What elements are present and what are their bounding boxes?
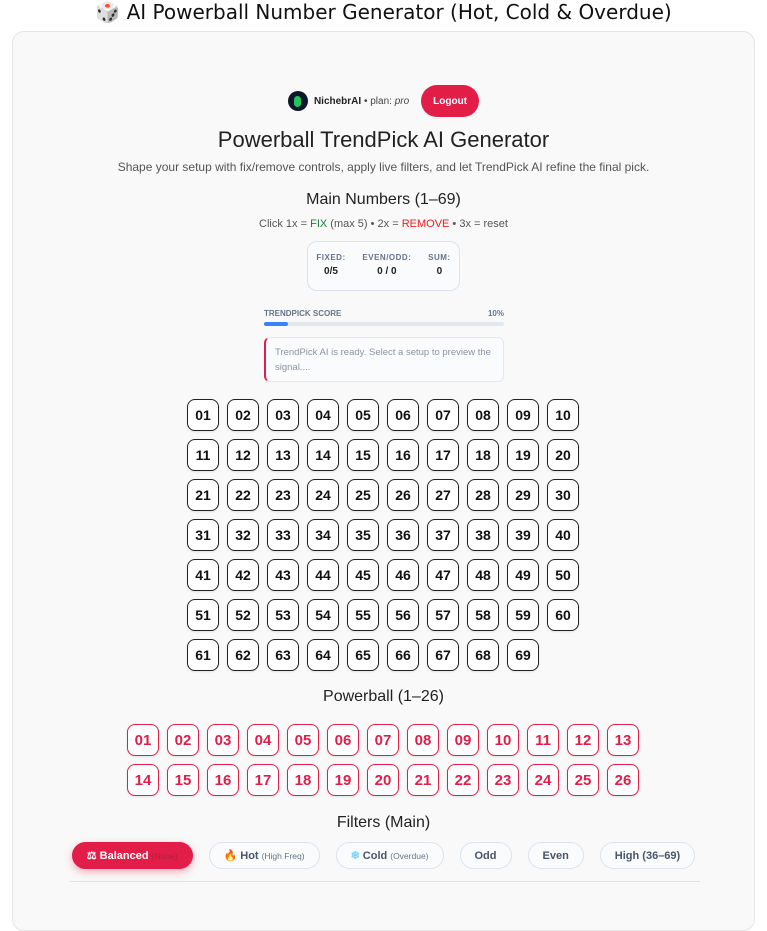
main-ball-35[interactable]: 35 xyxy=(347,519,379,551)
main-ball-38[interactable]: 38 xyxy=(467,519,499,551)
main-ball-43[interactable]: 43 xyxy=(267,559,299,591)
main-numbers-heading: Main Numbers (1–69) xyxy=(306,191,461,208)
stat-even-odd: EVEN/ODD: 0 / 0 xyxy=(362,253,412,277)
main-ball-50[interactable]: 50 xyxy=(547,559,579,591)
generator-title: Powerball TrendPick AI Generator xyxy=(217,127,550,152)
snowflake-icon: ❄ xyxy=(350,850,360,862)
balance-icon: ⚖ xyxy=(86,850,97,862)
main-ball-42[interactable]: 42 xyxy=(227,559,259,591)
user-name: NichebrAI xyxy=(313,95,362,107)
score-progress-bar xyxy=(264,322,504,326)
main-ball-36[interactable]: 36 xyxy=(387,519,419,551)
powerball-ball-13[interactable]: 13 xyxy=(607,724,639,756)
click-hint: Click 1x = FIX (max 5) • 2x = REMOVE • 3x = reset xyxy=(259,218,508,230)
powerball-ball-25[interactable]: 25 xyxy=(567,764,599,796)
avatar xyxy=(288,91,308,111)
main-ball-01[interactable]: 01 xyxy=(187,399,219,431)
powerball-ball-26[interactable]: 26 xyxy=(607,764,639,796)
main-ball-37[interactable]: 37 xyxy=(427,519,459,551)
powerball-ball-17[interactable]: 17 xyxy=(247,764,279,796)
main-ball-54[interactable]: 54 xyxy=(307,599,339,631)
main-ball-08[interactable]: 08 xyxy=(467,399,499,431)
powerball-ball-08[interactable]: 08 xyxy=(407,724,439,756)
main-ball-06[interactable]: 06 xyxy=(387,399,419,431)
powerball-ball-11[interactable]: 11 xyxy=(527,724,559,756)
main-ball-26[interactable]: 26 xyxy=(387,479,419,511)
main-ball-30[interactable]: 30 xyxy=(547,479,579,511)
filter-chips xyxy=(0,842,767,869)
main-ball-28[interactable]: 28 xyxy=(467,479,499,511)
main-ball-22[interactable]: 22 xyxy=(227,479,259,511)
main-ball-04[interactable]: 04 xyxy=(307,399,339,431)
main-ball-46[interactable]: 46 xyxy=(387,559,419,591)
powerball-ball-21[interactable]: 21 xyxy=(407,764,439,796)
main-ball-65[interactable]: 65 xyxy=(347,639,379,671)
stat-fixed: FIXED: 0/5 xyxy=(316,253,346,277)
plan-name: pro xyxy=(394,95,410,107)
main-ball-14[interactable]: 14 xyxy=(307,439,339,471)
powerball-ball-23[interactable]: 23 xyxy=(487,764,519,796)
powerball-ball-19[interactable]: 19 xyxy=(327,764,359,796)
main-ball-11[interactable]: 11 xyxy=(187,439,219,471)
powerball-ball-15[interactable]: 15 xyxy=(167,764,199,796)
powerball-ball-16[interactable]: 16 xyxy=(207,764,239,796)
main-ball-49[interactable]: 49 xyxy=(507,559,539,591)
main-number-grid xyxy=(187,399,579,671)
main-ball-51[interactable]: 51 xyxy=(187,599,219,631)
main-ball-68[interactable]: 68 xyxy=(467,639,499,671)
main-ball-27[interactable]: 27 xyxy=(427,479,459,511)
main-ball-40[interactable]: 40 xyxy=(547,519,579,551)
filters-heading: Filters (Main) xyxy=(336,814,431,831)
main-ball-39[interactable]: 39 xyxy=(507,519,539,551)
main-ball-16[interactable]: 16 xyxy=(387,439,419,471)
ai-message: TrendPick AI is ready. Select a setup to preview the signal.... xyxy=(264,337,504,382)
stat-sum: SUM: 0 xyxy=(428,253,451,277)
main-ball-17[interactable]: 17 xyxy=(427,439,459,471)
trendpick-score: TRENDPICK SCORE 10% xyxy=(264,309,504,318)
powerball-ball-02[interactable]: 02 xyxy=(167,724,199,756)
powerball-ball-03[interactable]: 03 xyxy=(207,724,239,756)
main-ball-18[interactable]: 18 xyxy=(467,439,499,471)
filter-balanced[interactable]: ⚖ Balanced (None) xyxy=(72,842,193,869)
score-value: 10% xyxy=(487,309,504,318)
main-ball-41[interactable]: 41 xyxy=(187,559,219,591)
score-progress-fill xyxy=(264,322,288,326)
main-ball-64[interactable]: 64 xyxy=(307,639,339,671)
filter-hot[interactable]: 🔥 Hot (High Freq) xyxy=(209,842,320,869)
powerball-ball-07[interactable]: 07 xyxy=(367,724,399,756)
main-ball-20[interactable]: 20 xyxy=(547,439,579,471)
main-ball-58[interactable]: 58 xyxy=(467,599,499,631)
main-ball-59[interactable]: 59 xyxy=(507,599,539,631)
powerball-ball-09[interactable]: 09 xyxy=(447,724,479,756)
main-ball-34[interactable]: 34 xyxy=(307,519,339,551)
main-ball-19[interactable]: 19 xyxy=(507,439,539,471)
main-ball-32[interactable]: 32 xyxy=(227,519,259,551)
stats-box xyxy=(307,241,460,291)
main-ball-29[interactable]: 29 xyxy=(507,479,539,511)
powerball-ball-14[interactable]: 14 xyxy=(127,764,159,796)
main-ball-10[interactable]: 10 xyxy=(547,399,579,431)
filter-even[interactable]: Even xyxy=(528,842,584,869)
main-ball-03[interactable]: 03 xyxy=(267,399,299,431)
main-ball-45[interactable]: 45 xyxy=(347,559,379,591)
main-ball-52[interactable]: 52 xyxy=(227,599,259,631)
main-ball-56[interactable]: 56 xyxy=(387,599,419,631)
generator-subtitle: Shape your setup with fix/remove controls, apply live filters, and let TrendPick AI refine the final pick. xyxy=(117,160,650,174)
filter-cold[interactable]: ❄ Cold (Overdue) xyxy=(336,842,444,869)
main-ball-15[interactable]: 15 xyxy=(347,439,379,471)
main-ball-66[interactable]: 66 xyxy=(387,639,419,671)
main-ball-69[interactable]: 69 xyxy=(507,639,539,671)
main-ball-67[interactable]: 67 xyxy=(427,639,459,671)
powerball-ball-05[interactable]: 05 xyxy=(287,724,319,756)
user-bar: NichebrAI • plan: pro Logout xyxy=(0,85,767,117)
powerball-ball-06[interactable]: 06 xyxy=(327,724,359,756)
main-ball-44[interactable]: 44 xyxy=(307,559,339,591)
main-ball-31[interactable]: 31 xyxy=(187,519,219,551)
powerball-ball-12[interactable]: 12 xyxy=(567,724,599,756)
main-ball-24[interactable]: 24 xyxy=(307,479,339,511)
powerball-ball-01[interactable]: 01 xyxy=(127,724,159,756)
main-ball-47[interactable]: 47 xyxy=(427,559,459,591)
main-ball-21[interactable]: 21 xyxy=(187,479,219,511)
main-ball-09[interactable]: 09 xyxy=(507,399,539,431)
main-ball-55[interactable]: 55 xyxy=(347,599,379,631)
main-ball-53[interactable]: 53 xyxy=(267,599,299,631)
dice-icon: 🎲 xyxy=(95,0,121,24)
main-ball-63[interactable]: 63 xyxy=(267,639,299,671)
main-ball-12[interactable]: 12 xyxy=(227,439,259,471)
main-ball-61[interactable]: 61 xyxy=(187,639,219,671)
logout-button[interactable]: Logout xyxy=(421,85,479,117)
main-ball-05[interactable]: 05 xyxy=(347,399,379,431)
main-ball-57[interactable]: 57 xyxy=(427,599,459,631)
filter-row-2 xyxy=(70,881,700,887)
powerball-ball-10[interactable]: 10 xyxy=(487,724,519,756)
powerball-ball-22[interactable]: 22 xyxy=(447,764,479,796)
powerball-heading: Powerball (1–26) xyxy=(323,688,444,705)
main-ball-33[interactable]: 33 xyxy=(267,519,299,551)
powerball-ball-24[interactable]: 24 xyxy=(527,764,559,796)
main-ball-62[interactable]: 62 xyxy=(227,639,259,671)
main-ball-25[interactable]: 25 xyxy=(347,479,379,511)
powerball-ball-20[interactable]: 20 xyxy=(367,764,399,796)
fire-icon: 🔥 xyxy=(223,850,238,862)
main-ball-07[interactable]: 07 xyxy=(427,399,459,431)
main-ball-02[interactable]: 02 xyxy=(227,399,259,431)
main-ball-48[interactable]: 48 xyxy=(467,559,499,591)
powerball-ball-04[interactable]: 04 xyxy=(247,724,279,756)
powerball-grid xyxy=(127,724,639,796)
main-ball-23[interactable]: 23 xyxy=(267,479,299,511)
powerball-ball-18[interactable]: 18 xyxy=(287,764,319,796)
page-title: 🎲 AI Powerball Number Generator (Hot, Cold & Overdue) xyxy=(95,0,672,24)
filter-high-36-69[interactable]: High (36–69) xyxy=(600,842,695,869)
main-ball-60[interactable]: 60 xyxy=(547,599,579,631)
filter-odd[interactable]: Odd xyxy=(460,842,512,869)
main-ball-13[interactable]: 13 xyxy=(267,439,299,471)
